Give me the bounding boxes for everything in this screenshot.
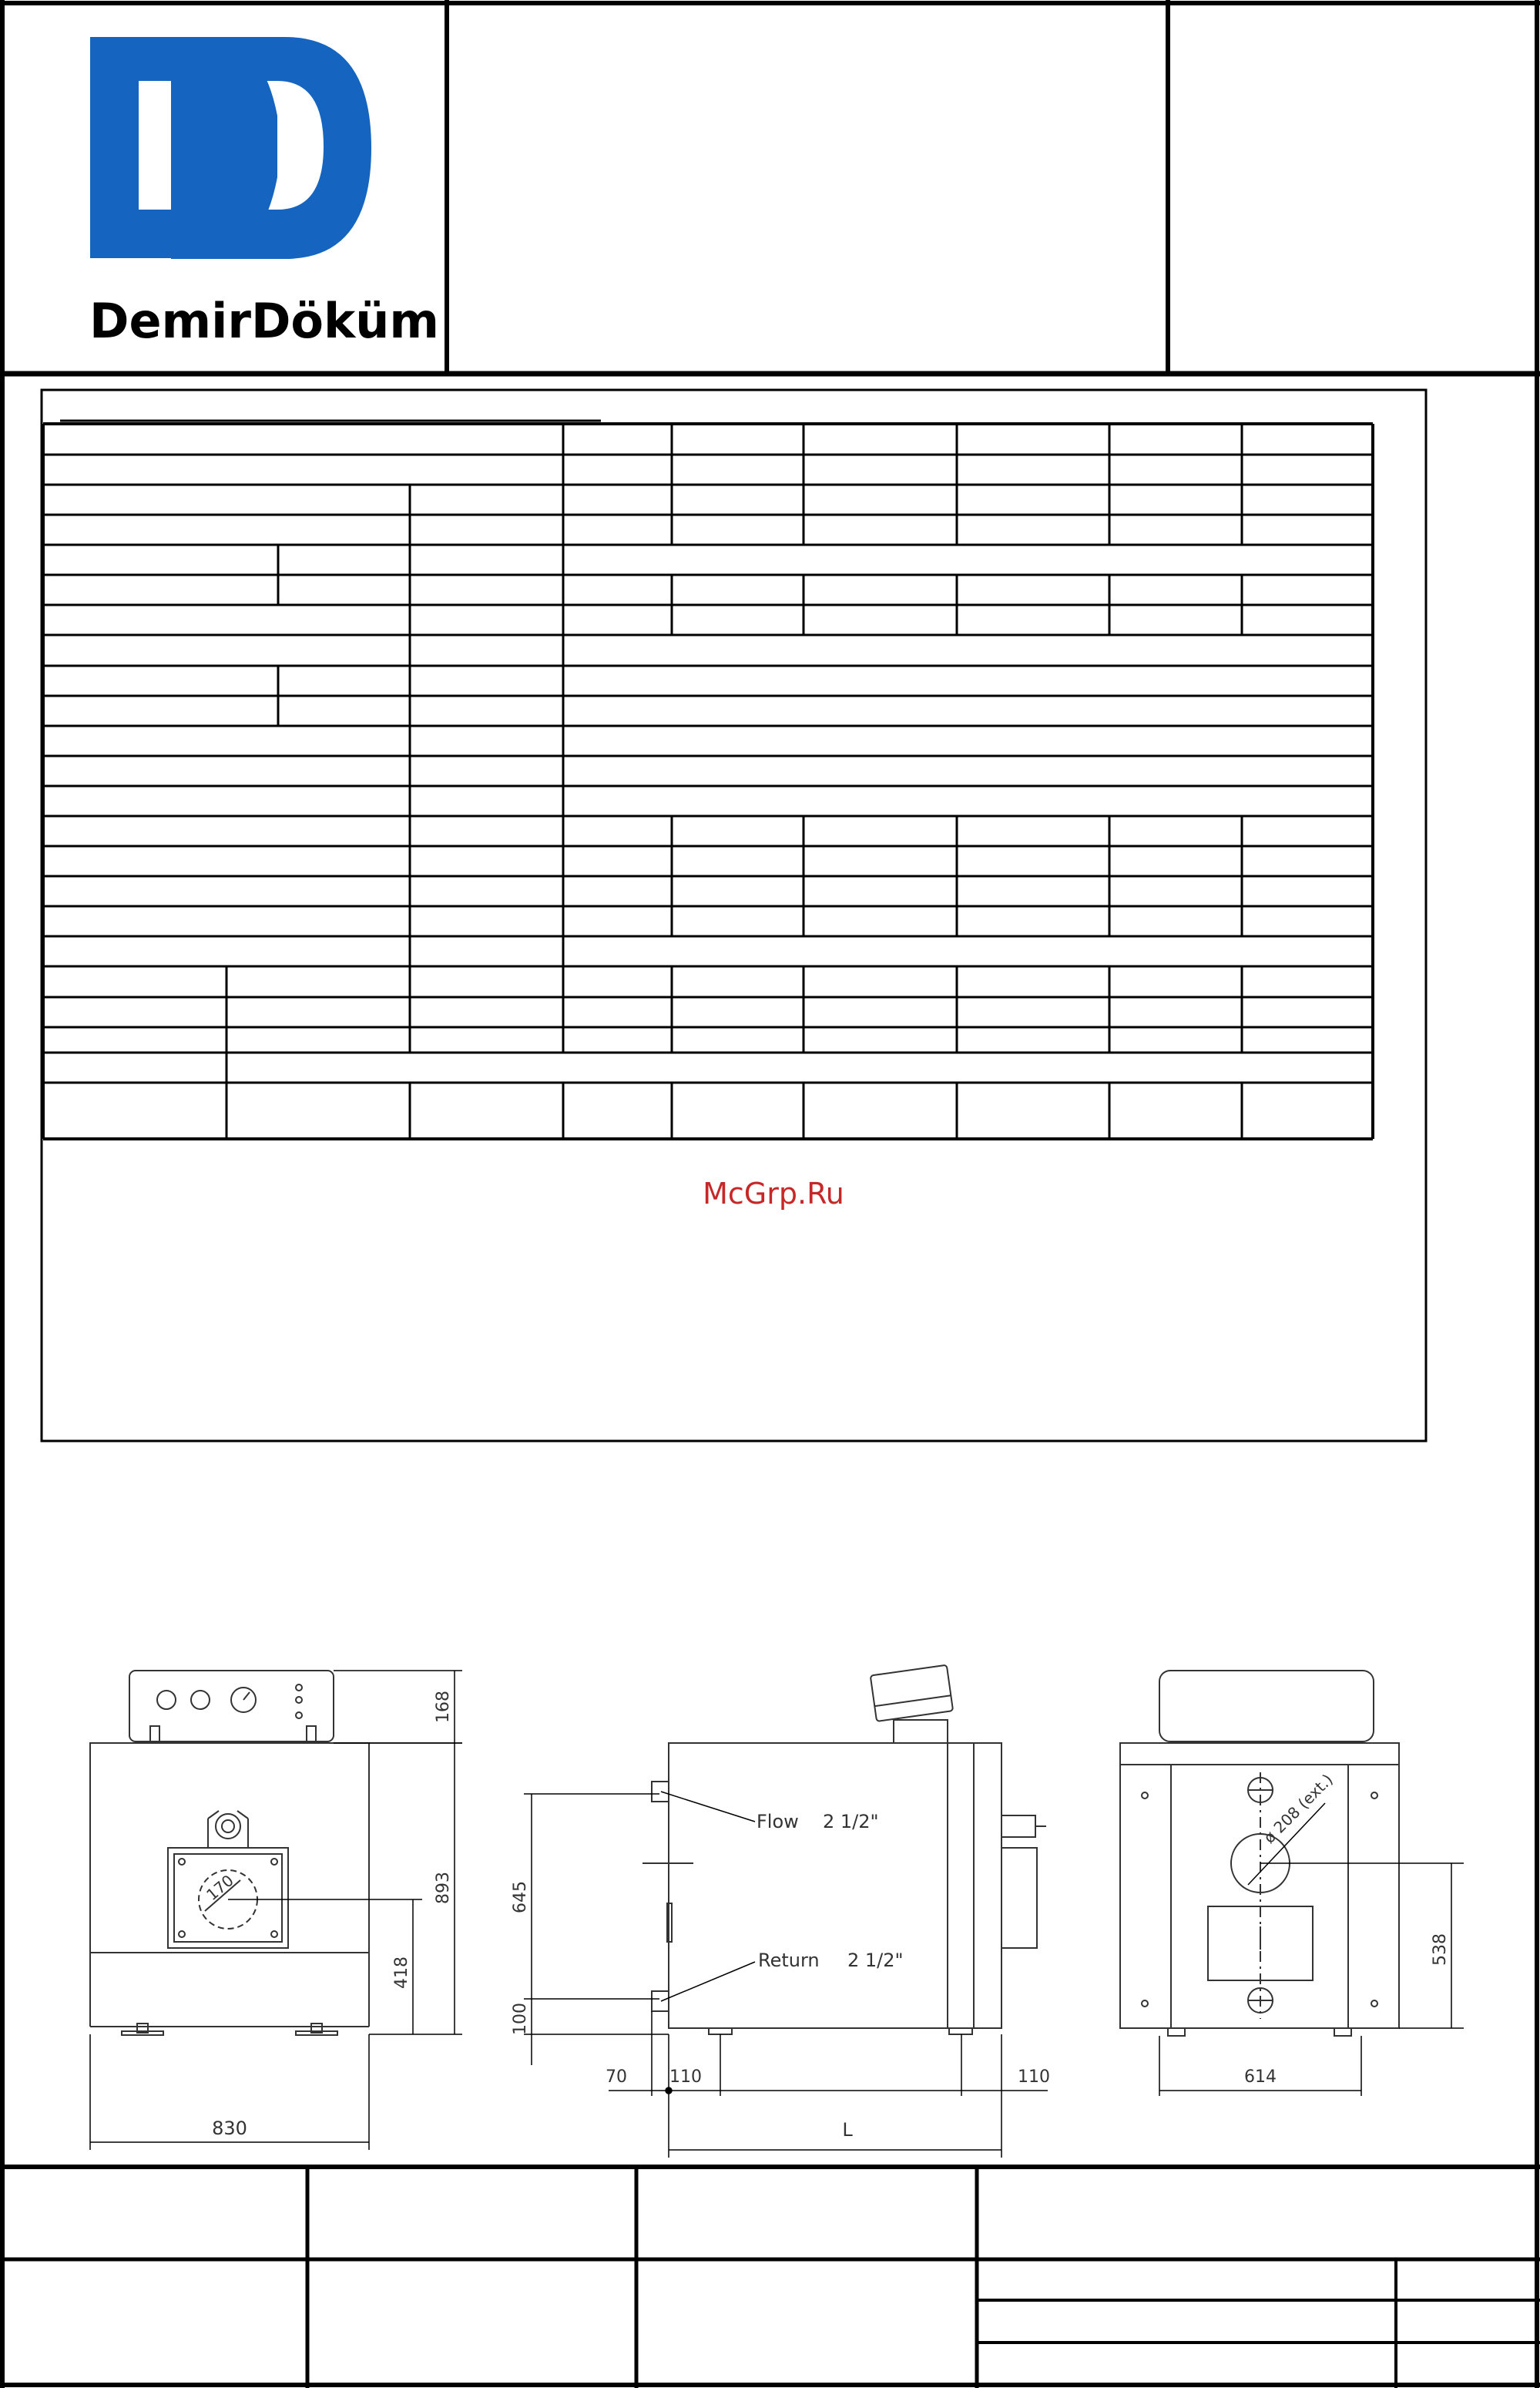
dim-length: L xyxy=(842,2119,853,2141)
rear-view-dimensions xyxy=(1159,1803,1464,2096)
flow-size: 2 1/2" xyxy=(823,1811,879,1832)
return-pipe xyxy=(652,1991,669,2011)
front-view-drawing xyxy=(90,1671,369,2035)
panel-indicator-1 xyxy=(157,1691,176,1709)
return-label: Return xyxy=(758,1950,820,1971)
flow-pipe xyxy=(652,1782,669,1802)
dim-return-height: 100 xyxy=(511,2003,530,2035)
dim-panel-height: 168 xyxy=(434,1691,453,1723)
rear-view-drawing xyxy=(1120,1671,1399,2036)
dim-door-circle: 170 xyxy=(203,1871,237,1905)
return-size: 2 1/2" xyxy=(847,1950,904,1971)
dim-flue-diameter: ø 208 (ext.) xyxy=(1260,1770,1337,1847)
side-view-drawing xyxy=(643,1665,1046,2034)
watermark: McGrp.Ru xyxy=(703,1177,844,1211)
spec-table xyxy=(42,390,1426,1441)
dim-total-height: 893 xyxy=(434,1872,453,1904)
dim-door-axis-height: 418 xyxy=(392,1956,411,1989)
dim-flue-height: 538 xyxy=(1431,1933,1450,1966)
dim-flow-return-spacing: 645 xyxy=(511,1881,530,1913)
dim-leg-spacing: 614 xyxy=(1244,2067,1277,2087)
dim-rear-leg: 110 xyxy=(1018,2067,1050,2087)
brand-name: DemirDöküm xyxy=(89,293,439,349)
dim-front-offset: 70 xyxy=(606,2067,627,2087)
dim-front-width: 830 xyxy=(212,2118,247,2139)
panel-indicator-2 xyxy=(191,1691,210,1709)
side-view-dimensions xyxy=(524,1792,1048,2158)
footer-title-block xyxy=(0,2167,1540,2388)
table-grid xyxy=(43,424,1373,1139)
brand-logo xyxy=(89,37,439,349)
flow-label: Flow xyxy=(757,1811,799,1832)
dim-front-leg: 110 xyxy=(669,2067,702,2087)
